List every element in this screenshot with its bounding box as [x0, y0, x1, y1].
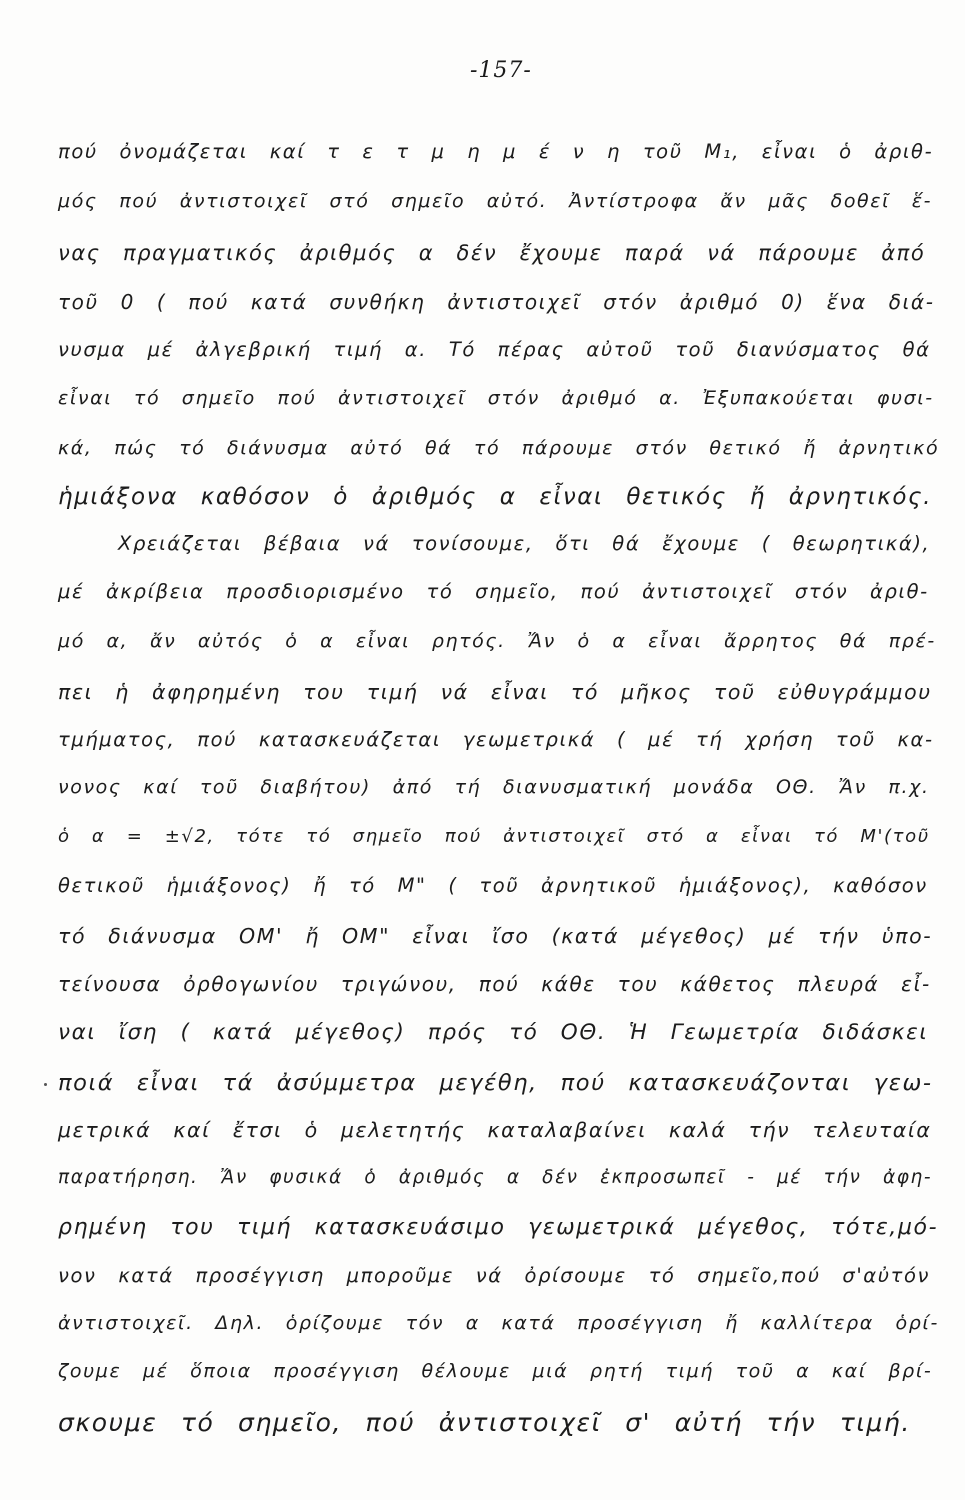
text-line: κά, πώς τό διάνυσμα αὐτό θά τό πάρουμε στόν θετικό ἤ ἀρνητικό [58, 437, 940, 459]
text-line: ποιά εἶναι τά ἀσύμμετρα μεγέθη, πού κατασκευάζονται γεω- [58, 1070, 933, 1096]
text-line: πει ἡ ἀφηρημένη του τιμή νά εἶναι τό μῆκος τοῦ εὐθυγράμμου [58, 680, 932, 704]
text-line: μό α, ἄν αὐτός ὁ α εἶναι ρητός. Ἄν ὁ α εἶναι ἄρρητος θά πρέ- [58, 630, 936, 652]
text-line: τό διάνυσμα ΟΜ' ἤ ΟΜ" εἶναι ἴσο (κατά μέγεθος) μέ τήν ὑπο- [58, 924, 933, 948]
text-line: τοῦ 0 ( πού κατά συνθήκη ἀντιστοιχεῖ στόν ἀριθμό 0) ἕνα διά- [58, 290, 935, 314]
text-line: τείνουσα ὀρθογωνίου τριγώνου, πού κάθε του κάθετος πλευρά εἶ- [58, 972, 931, 996]
text-line: ναι ἴση ( κατά μέγεθος) πρός τό ΟΘ. Ἡ Γεωμετρία διδάσκει [58, 1020, 929, 1045]
text-line: ὁ α = ±√2, τότε τό σημεῖο πού ἀντιστοιχεῖ στό α εἶναι τό Μ'(τοῦ [58, 826, 930, 847]
text-line: παρατήρηση. Ἄν φυσικά ὁ ἀριθμός α δέν ἐκπροσωπεῖ - μέ τήν ἀφη- [58, 1167, 933, 1188]
text-line: εἶναι τό σημεῖο πού ἀντιστοιχεῖ στόν ἀριθμό α. Ἐξυπακούεται φυσι- [58, 387, 934, 409]
text-line: ἡμιάξονα καθόσον ὁ ἀριθμός α εἶναι θετικός ἤ ἀρνητικός. [58, 484, 933, 510]
text-line: ἀντιστοιχεῖ. Δηλ. ὁρίζουμε τόν α κατά προσέγγιση ἤ καλλίτερα ὁρί- [58, 1312, 939, 1334]
text-line: ρημένη του τιμή κατασκευάσιμο γεωμετρικά μέγεθος, τότε,μό- [58, 1215, 939, 1240]
text-line: τμήματος, πού κατασκευάζεται γεωμετρικά ( μέ τή χρήση τοῦ κα- [58, 728, 934, 751]
page-number: -157- [470, 58, 532, 83]
text-line: μέ ἀκρίβεια προσδιορισμένο τό σημεῖο, πού ἀντιστοιχεῖ στόν ἀριθ- [58, 580, 929, 603]
text-line: νονος καί τοῦ διαβήτου) ἀπό τή διανυσματική μονάδα ΟΘ. Ἄν π.χ. [58, 776, 930, 798]
text-line: μός πού ἀντιστοιχεῖ στό σημεῖο αὐτό. Ἀντίστροφα ἄν μᾶς δοθεῖ ἕ- [58, 190, 933, 212]
scan-speck [44, 1083, 47, 1086]
text-line: θετικοῦ ἡμιάξονος) ἤ τό Μ" ( τοῦ ἀρνητικοῦ ἡμιάξονος), καθόσον [58, 874, 928, 897]
text-line: νας πραγματικός ἀριθμός α δέν ἔχουμε παρά νά πάρουμε ἀπό [58, 241, 926, 265]
text-line: μετρικά καί ἔτσι ὁ μελετητής καταλαβαίνει καλά τήν τελευταία [58, 1118, 932, 1142]
text-line: ζουμε μέ ὅποια προσέγγιση θέλουμε μιά ρητή τιμή τοῦ α καί βρί- [58, 1360, 933, 1382]
text-line: σκουμε τό σημεῖο, πού ἀντιστοιχεῖ σ' αὐτή τήν τιμή. [58, 1408, 911, 1437]
text-line: νυσμα μέ ἀλγεβρική τιμή α. Τό πέρας αὐτοῦ τοῦ διανύσματος θά [58, 338, 931, 361]
text-line: Χρειάζεται βέβαια νά τονίσουμε, ὅτι θά ἔχουμε ( θεωρητικά), [118, 532, 931, 555]
text-line: νον κατά προσέγγιση μποροῦμε νά ὀρίσουμε τό σημεῖο,πού σ'αὐτόν [58, 1264, 931, 1287]
text-line: πού ὀνομάζεται καί τ ε τ μ η μ έ ν η τοῦ Μ₁, εἶναι ὁ ἀριθ- [58, 140, 934, 163]
